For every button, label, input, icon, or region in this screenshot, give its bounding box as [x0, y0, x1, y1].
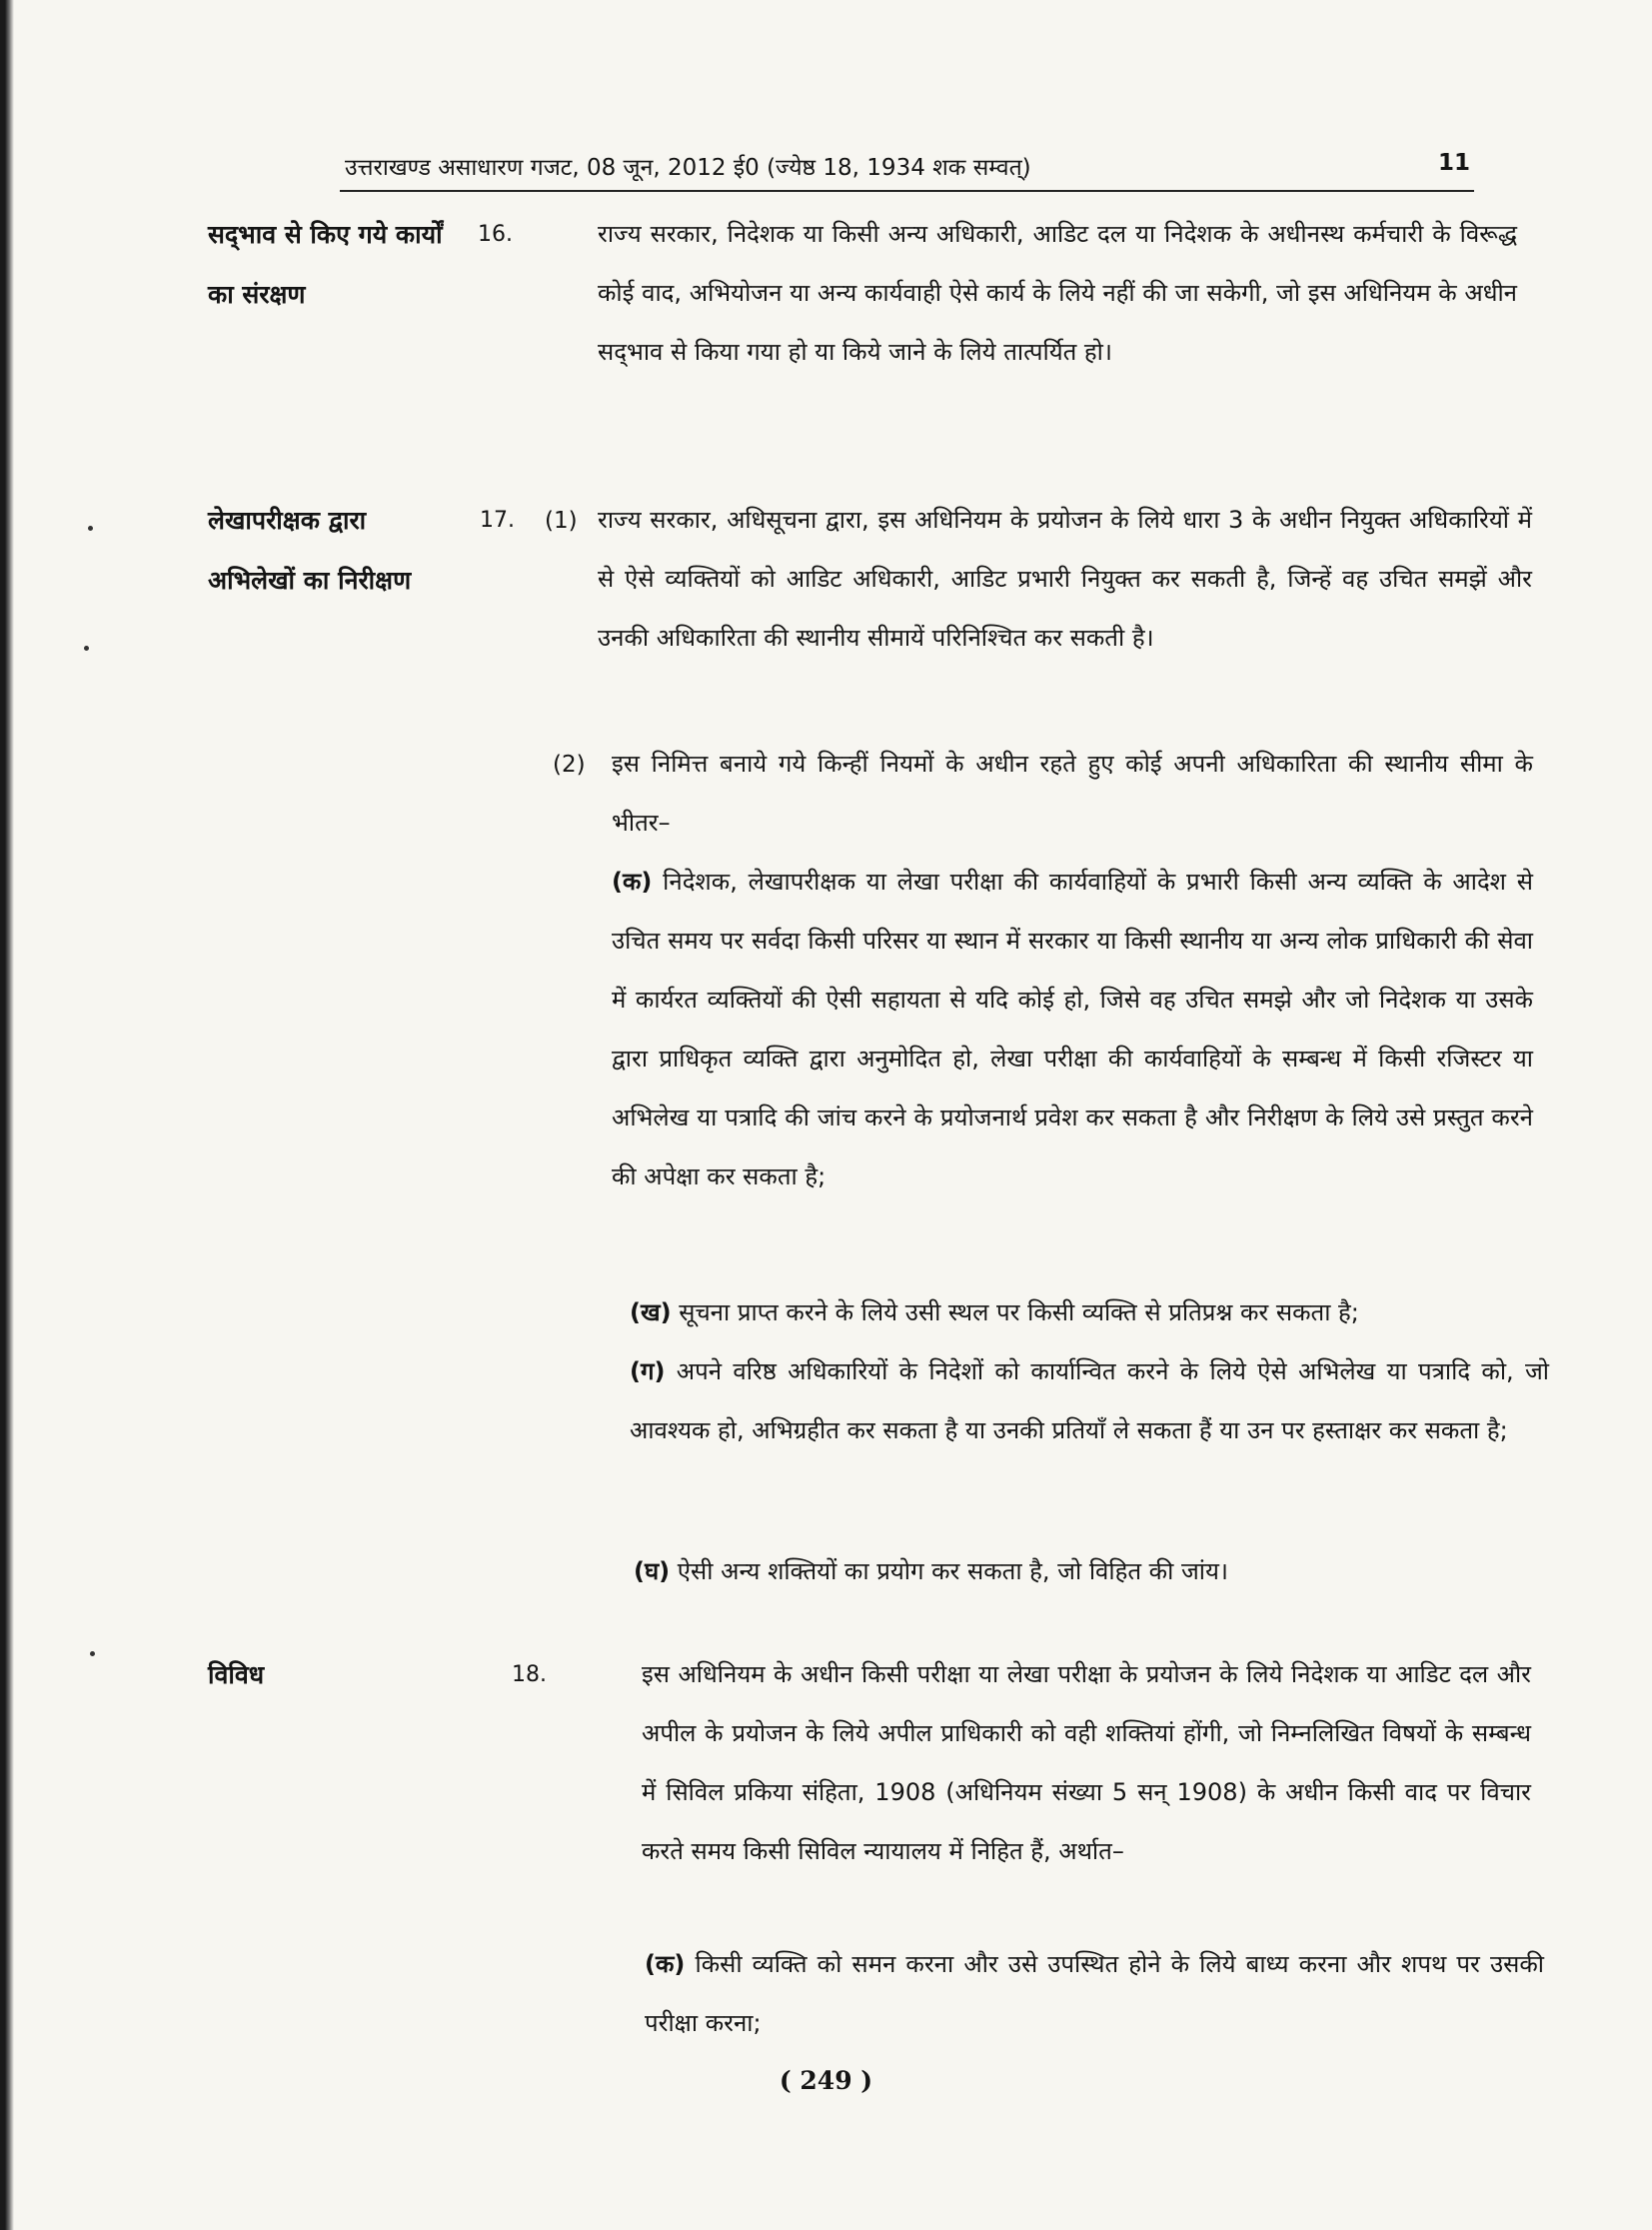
clause-gha-text: ऐसी अन्य शक्तियों का प्रयोग कर सकता है, जो विहित की जांय। — [677, 1557, 1228, 1585]
scan-edge-shadow — [0, 0, 14, 2230]
clause-ga-text: अपने वरिष्ठ अधिकारियों के निदेशों को कार्यान्वित करने के लिये ऐसे अभिलेख या पत्रादि को, जो आवश्यक हो, अभिग्रहीत कर सकता है या उनकी प्रतियाँ ले सकता हैं या उन पर हस्ताक्षर कर सकता है; — [630, 1357, 1549, 1444]
section-18-clause-ka — [645, 1935, 1544, 2053]
section-17-number: 17. — [480, 508, 515, 533]
section-17-sub2-text: इस निमित्त बनाये गये किन्हीं नियमों के अधीन रहते हुए कोई अपनी अधिकारिता की स्थानीय सीमा के भीतर– — [612, 750, 1533, 837]
header-rule — [340, 190, 1474, 192]
clause-ka-text: निदेशक, लेखापरीक्षक या लेखा परीक्षा की कार्यवाहियों के प्रभारी किसी अन्य व्यक्ति के आदेश से उचित समय पर सर्वदा किसी परिसर या स्थान में सरकार या किसी स्थानीय या अन्य लोक प्राधिकारी की सेवा में कार्यरत व्यक्तियों की ऐसी सहायता से यदि कोई हो, जिसे वह उचित समझे और जो निदेशक या उसके द्वारा प्राधिकृत व्यक्ति द्वारा अनुमोदित हो, लेखा परीक्षा की कार्यवाहियों के सम्बन्ध में किसी रजिस्टर या अभिलेख या पत्रादि की जांच करने के प्रयोजनार्थ प्रवेश कर सकता है और निरीक्षण के लिये उसे प्रस्तुत करने की अपेक्षा कर सकता है; — [612, 868, 1533, 1190]
header-page-number: 11 — [1437, 150, 1470, 176]
clause-kha-mark: (ख) — [630, 1298, 672, 1326]
section-17-sub2-label: (2) — [553, 752, 586, 778]
section-18-heading: विविध — [208, 1660, 265, 1689]
clause-ga — [630, 1342, 1549, 1460]
section-18-clause-ka-text: किसी व्यक्ति को समन करना और उसे उपस्थित होने के लिये बाध्य करना और शपथ पर उसकी परीक्षा करना; — [645, 1950, 1544, 2037]
scan-speck — [88, 526, 93, 531]
clause-ka-mark: (क) — [612, 868, 653, 896]
scan-speck — [90, 1651, 95, 1656]
clause-kha-text: सूचना प्राप्त करने के लिये उसी स्थल पर किसी व्यक्ति से प्रतिप्रश्न कर सकता है; — [679, 1298, 1359, 1326]
section-18-text: इस अधिनियम के अधीन किसी परीक्षा या लेखा परीक्षा के प्रयोजन के लिये निदेशक या आडिट दल और अपील के प्रयोजन के लिये अपील प्राधिकारी को वही शक्तियां होंगी, जो निम्नलिखित विषयों के सम्बन्ध में सिविल प्रकिया संहिता, 1908 (अधिनियम संख्या 5 सन् 1908) के अधीन किसी वाद पर विचार करते समय किसी सिविल न्यायालय में निहित हैं, अर्थात– — [642, 1660, 1531, 1865]
gazette-header — [345, 150, 1470, 188]
section-17-sub1-text: राज्य सरकार, अधिसूचना द्वारा, इस अधिनियम के प्रयोजन के लिये धारा 3 के अधीन नियुक्त अधिकारियों में से ऐसे व्यक्तियों को आडिट अधिकारी, आडिट प्रभारी नियुक्त कर सकती है, जिन्हें वह उचित समझें और उनकी अधिकारिता की स्थानीय सीमायें परिनिश्चित कर सकती है। — [598, 506, 1532, 652]
section-18-clause-ka-mark: (क) — [645, 1950, 686, 1978]
section-17-sub1-label: (1) — [545, 508, 578, 534]
clause-gha — [634, 1542, 1537, 1601]
section-16-heading: सद्‌भाव से किए गये कार्यों का संरक्षण — [208, 220, 443, 309]
section-18-number: 18. — [512, 1662, 547, 1687]
scan-speck — [84, 646, 89, 651]
clause-gha-mark: (घ) — [634, 1557, 671, 1585]
clause-ga-mark: (ग) — [630, 1357, 666, 1385]
section-17-heading: लेखापरीक्षक द्वारा अभिलेखों का निरीक्षण — [208, 506, 412, 595]
section-16-text: राज्य सरकार, निदेशक या किसी अन्य अधिकारी, आडिट दल या निदेशक के अधीनस्थ कर्मचारी के विरूद्ध कोई वाद, अभियोजन या अन्य कार्यवाही ऐसे कार्य के लिये नहीं की जा सकेगी, जो इस अधिनियम के अधीन सद्‌भाव से किया गया हो या किये जाने के लिये तात्पर्यित हो। — [598, 220, 1517, 366]
clause-kha — [630, 1283, 1533, 1342]
section-16-number: 16. — [478, 222, 513, 247]
clause-ka — [612, 853, 1533, 1206]
page-folio: ( 249 ) — [779, 2066, 873, 2095]
header-title: उत्तराखण्ड असाधारण गजट, 08 जून, 2012 ई0 (ज्येष्ठ 18, 1934 शक सम्वत्) — [345, 155, 1031, 181]
